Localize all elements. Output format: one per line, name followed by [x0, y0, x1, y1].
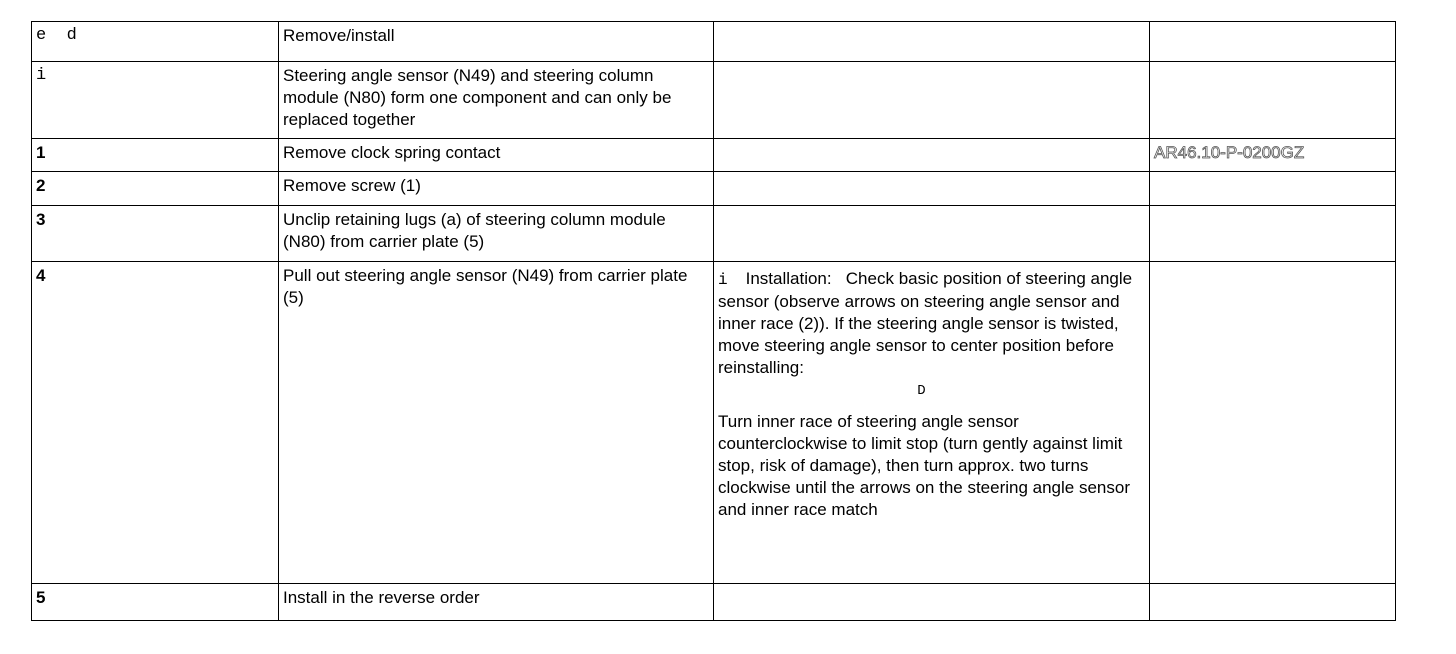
- reference-cell: [1150, 22, 1396, 62]
- note-cell: [714, 22, 1150, 62]
- info-text: Steering angle sensor (N49) and steering column module (N80) form one component and can only be replaced together: [279, 62, 714, 139]
- installation-text-2: Turn inner race of steering angle sensor counterclockwise to limit stop (turn gently against limit stop, risk of damage), then turn approx. two turns clockwise until the arrows on the steering angle sensor and inner race match: [718, 412, 1130, 519]
- step-text: Remove screw (1): [279, 172, 714, 206]
- installation-text-1: Check basic position of steering angle sensor (observe arrows on steering angle sensor and inner race (2)). If the steering angle sensor is twisted, move steering angle sensor to center position before reinstalling:: [718, 269, 1133, 377]
- row-marker: e d: [32, 22, 279, 62]
- step-text: Unclip retaining lugs (a) of steering column module (N80) from carrier plate (5): [279, 206, 714, 262]
- info-icon: i: [718, 271, 728, 289]
- step-number: 1: [32, 139, 279, 172]
- installation-label: Installation:: [745, 269, 832, 288]
- reference-cell: [1150, 206, 1396, 262]
- reference-cell: [1150, 584, 1396, 621]
- note-cell: [714, 172, 1150, 206]
- step-text: Pull out steering angle sensor (N49) from carrier plate (5): [279, 262, 714, 584]
- note-cell: [714, 206, 1150, 262]
- step-number: 3: [32, 206, 279, 262]
- table-row-step-1: [32, 139, 1396, 172]
- note-cell: [714, 62, 1150, 139]
- installation-note: [714, 262, 1150, 584]
- diagram-marker: D: [917, 383, 926, 399]
- procedure-table: [31, 21, 1396, 621]
- reference-link[interactable]: AR46.10-P-0200GZ: [1154, 143, 1305, 162]
- table-row-step-4: [32, 262, 1396, 584]
- info-icon: i: [32, 62, 279, 139]
- table-row-info: [32, 62, 1396, 139]
- step-text: Install in the reverse order: [279, 584, 714, 621]
- step-number: 5: [32, 584, 279, 621]
- reference-cell: [1150, 262, 1396, 584]
- note-cell: [714, 584, 1150, 621]
- table-row-step-2: [32, 172, 1396, 206]
- step-number: 2: [32, 172, 279, 206]
- reference-cell: [1150, 62, 1396, 139]
- table-row-step-3: [32, 206, 1396, 262]
- note-cell: [714, 139, 1150, 172]
- reference-cell: [1150, 139, 1396, 172]
- table-row-header: [32, 22, 1396, 62]
- section-title: Remove/install: [279, 22, 714, 62]
- step-text: Remove clock spring contact: [279, 139, 714, 172]
- reference-cell: [1150, 172, 1396, 206]
- step-number: 4: [32, 262, 279, 584]
- installation-note-body: [718, 268, 1145, 379]
- table-row-step-5: [32, 584, 1396, 621]
